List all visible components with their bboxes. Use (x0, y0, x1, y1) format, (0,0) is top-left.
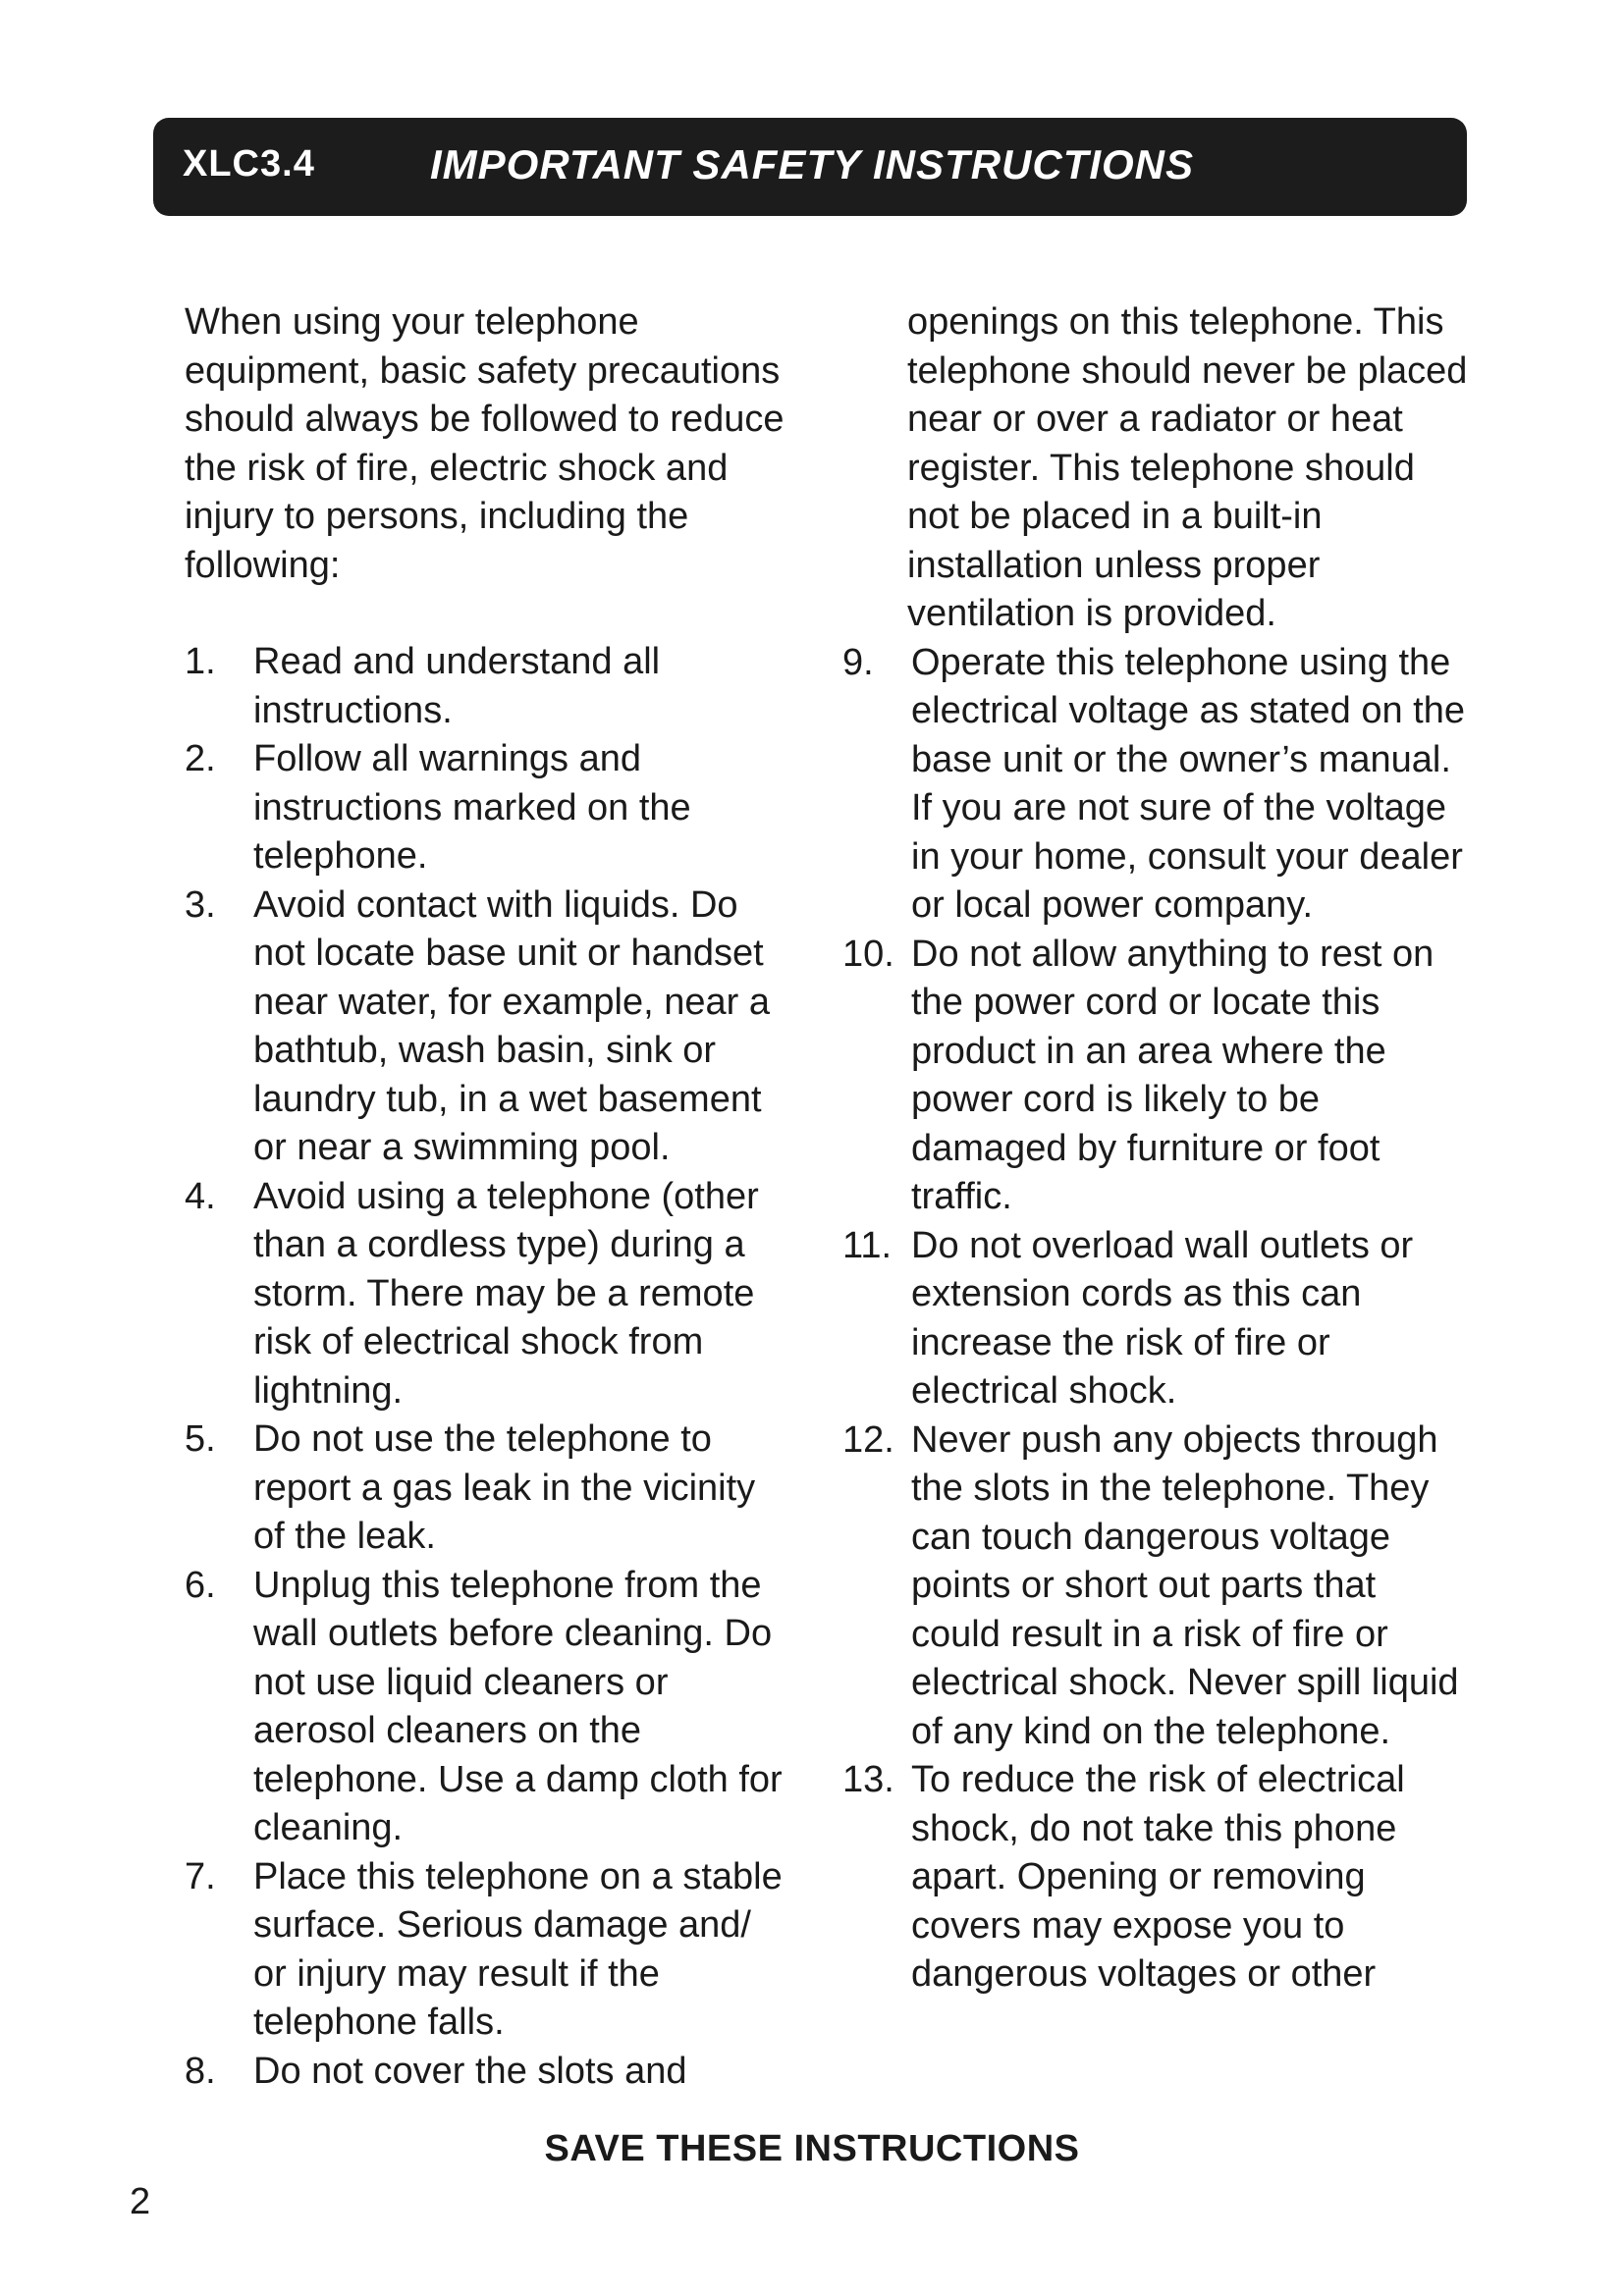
item-text: Never push any objects through the slots in the telephone. They can touch dangerous voltage points or short out parts that could result in a risk of fire or electrical shock. Never spill liquid of any kind on the telephone. (911, 1418, 1459, 1752)
save-instructions-note: SAVE THESE INSTRUCTIONS (544, 2128, 1080, 2169)
item-text: To reduce the risk of electrical shock, do not take this phone apart. Opening or removing covers may expose you to dangerous voltages or other (911, 1759, 1405, 1995)
item-number: 9. (842, 641, 874, 683)
item-text: Avoid using a telephone (other than a cordless type) during a storm. There may be a remote risk of electrical shock from lightning. (253, 1175, 759, 1412)
item-text: Follow all warnings and instructions marked on the telephone. (253, 738, 691, 877)
item-number: 6. (185, 1564, 216, 1606)
instruction-item-5 (185, 1415, 793, 1562)
item-number: 8. (185, 2050, 216, 2092)
right-column (842, 298, 1471, 2000)
instruction-item-11 (842, 1222, 1471, 1416)
instruction-item-8-continued: openings on this telephone. This telephone should never be placed near or over a radiator or heat register. This telephone should not be placed in a built-in installation unless proper ventilation is provided. (907, 301, 1468, 634)
item-text: Do not allow anything to rest on the power cord or locate this product in an area where the power cord is likely to be damaged by furniture or foot traffic. (911, 933, 1435, 1217)
item-text: Operate this telephone using the electrical voltage as stated on the base unit or the owner’s manual. If you are not sure of the voltage in your home, consult your dealer or local power company. (911, 641, 1466, 926)
item-number: 2. (185, 738, 216, 779)
item-number: 7. (185, 1855, 216, 1897)
item-number: 1. (185, 641, 216, 682)
item-text: Place this telephone on a stable surface. Serious damage and/ or injury may result if the telephone falls. (253, 1855, 783, 2043)
instruction-item-9 (842, 639, 1471, 931)
instruction-item-2 (185, 735, 793, 881)
item-text: Do not cover the slots and (253, 2050, 687, 2092)
left-column (185, 298, 793, 2096)
item-text: Unplug this telephone from the wall outlets before cleaning. Do not use liquid cleaners or aerosol cleaners on the telephone. Use a damp cloth for cleaning. (253, 1564, 783, 1848)
item-number: 11. (842, 1224, 893, 1266)
instruction-item-7 (185, 1853, 793, 2048)
item-text: Do not overload wall outlets or extension cords as this can increase the risk of fire or electrical shock. (911, 1224, 1414, 1412)
instruction-item-3 (185, 881, 793, 1173)
item-text: Read and understand all instructions. (253, 641, 661, 731)
item-number: 4. (185, 1175, 216, 1217)
model-number: XLC3.4 (183, 143, 315, 185)
instruction-item-6 (185, 1562, 793, 1853)
instruction-item-10 (842, 931, 1471, 1222)
item-number: 3. (185, 883, 216, 926)
instruction-item-1 (185, 638, 793, 735)
instruction-item-4 (185, 1173, 793, 1416)
item-text: Do not use the telephone to report a gas leak in the vicinity of the leak. (253, 1418, 756, 1557)
instruction-item-13 (842, 1756, 1471, 2000)
item-number: 5. (185, 1418, 216, 1460)
item-number: 13. (842, 1759, 894, 1800)
item-text: Avoid contact with liquids. Do not locate base unit or handset near water, for example, near a bathtub, wash basin, sink or laundry tub, in a wet basement or near a swimming pool. (253, 883, 770, 1168)
item-number: 10. (842, 933, 894, 975)
intro-paragraph: When using your telephone equipment, basic safety precautions should always be followed to reduce the risk of fire, electric shock and injury to persons, including the following: (185, 301, 785, 586)
item-number: 12. (842, 1418, 894, 1461)
page-number: 2 (130, 2181, 151, 2222)
section-header-bar (153, 118, 1467, 216)
instruction-item-8 (185, 2048, 793, 2097)
instruction-item-12 (842, 1416, 1471, 1757)
page-title: IMPORTANT SAFETY INSTRUCTIONS (430, 141, 1195, 187)
